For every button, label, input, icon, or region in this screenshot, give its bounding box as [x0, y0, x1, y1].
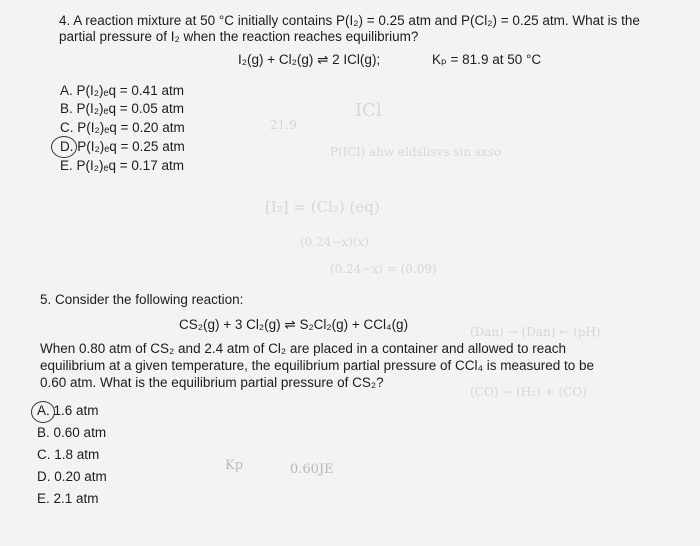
q5-option-c[interactable]: [37, 447, 99, 463]
option-text: P(I₂)ₑq = 0.20 atm: [77, 120, 185, 135]
q4-option-d[interactable]: [60, 139, 185, 155]
pencil-note-kp: Kp: [225, 458, 244, 473]
option-letter: D.: [37, 469, 51, 484]
q5-body-line1: When 0.80 atm of CS₂ and 2.4 atm of Cl₂ are placed in a container and allowed to reach: [40, 341, 567, 356]
option-text: 1.6 atm: [53, 403, 99, 418]
answer-circle-mark: [51, 136, 77, 158]
option-letter: E.: [60, 158, 73, 173]
q5-equation: CS₂(g) + 3 Cl₂(g) ⇌ S₂Cl₂(g) + CCl₄(g): [179, 317, 409, 332]
q4-option-b[interactable]: [60, 101, 184, 117]
bleed-through: (0.24−x) = (0.09): [330, 262, 437, 276]
bleed-through: (0.24−x)(x): [300, 235, 370, 249]
option-text: 0.60 atm: [53, 425, 107, 440]
bleed-through: (CO) → (H₂) + (CO): [470, 385, 587, 399]
q4-option-e[interactable]: [60, 158, 184, 174]
q4-prompt-line1: 4. A reaction mixture at 50 °C initially contains P(I₂) = 0.25 atm and P(Cl₂) = 0.25 atm. What is the: [59, 13, 640, 28]
q4-equation: I₂(g) + Cl₂(g) ⇌ 2 ICl(g);: [238, 52, 381, 67]
option-letter: E.: [37, 491, 50, 506]
option-text: 1.8 atm: [54, 447, 100, 462]
option-text: 0.20 atm: [54, 469, 107, 484]
option-letter: C.: [37, 447, 51, 462]
q4-option-c[interactable]: [60, 120, 185, 136]
bleed-through: 21.9: [270, 118, 297, 132]
pencil-note-value: 0.60JE: [290, 462, 334, 477]
option-letter: B.: [60, 101, 73, 116]
bleed-through: (Dan) → (Dan) ← (pH): [470, 325, 601, 339]
q5-option-b[interactable]: [37, 425, 106, 441]
q4-prompt-line2: partial pressure of I₂ when the reaction reaches equilibrium?: [59, 29, 419, 44]
q4-option-a[interactable]: [60, 83, 184, 99]
q4-kp: Kₚ = 81.9 at 50 °C: [432, 52, 542, 67]
option-letter: A.: [60, 83, 73, 98]
option-text: P(I₂)ₑq = 0.05 atm: [76, 101, 184, 116]
option-text: P(I₂)ₑq = 0.17 atm: [76, 158, 184, 173]
q5-body-line2: equilibrium at a given temperature, the equilibrium partial pressure of CCl₄ is measured to be: [40, 358, 595, 373]
q5-body-line3: 0.60 atm. What is the equilibrium partial pressure of CS₂?: [40, 375, 384, 390]
answer-circle-mark: [31, 401, 55, 423]
bleed-through: ICl: [355, 100, 382, 121]
option-letter: D.: [60, 139, 74, 154]
option-letter: B.: [37, 425, 50, 440]
option-text: P(I₂)ₑq = 0.41 atm: [76, 83, 184, 98]
q5-prompt-line1: 5. Consider the following reaction:: [40, 292, 244, 307]
option-letter: C.: [60, 120, 74, 135]
option-letter: A.: [37, 403, 50, 418]
option-text: 2.1 atm: [53, 491, 99, 506]
q5-option-d[interactable]: [37, 469, 107, 485]
option-text: P(I₂)ₑq = 0.25 atm: [77, 139, 185, 154]
bleed-through: [I₂] = (Cl₂) (eq): [265, 198, 380, 216]
bleed-through: P(ICl) ahw eldslisvs sin sxso: [330, 145, 502, 159]
q5-option-e[interactable]: [37, 491, 99, 507]
